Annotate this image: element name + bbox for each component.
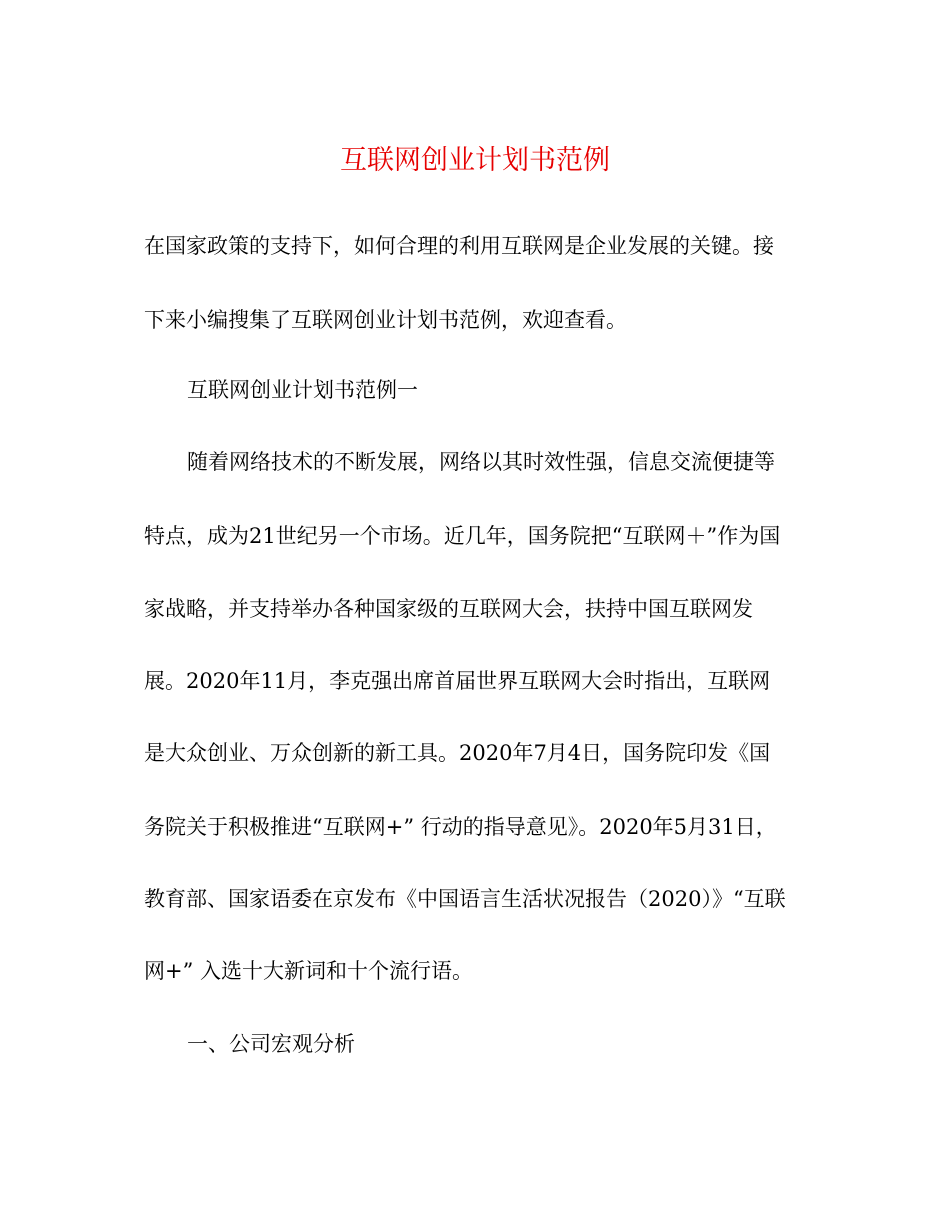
paragraph-line: 展。2020年11月，李克强出席首届世界互联网大会时指出，互联网 [144, 669, 771, 693]
paragraph-line: 网+” 入选十大新词和十个流行语。 [144, 959, 474, 983]
paragraph-line: 家战略，并支持举办各种国家级的互联网大会，扶持中国互联网发 [144, 597, 753, 621]
paragraph-line: 是大众创业、万众创新的新工具。2020年7月4日，国务院印发《国 [144, 741, 771, 765]
section-heading: 互联网创业计划书范例一 [187, 378, 418, 402]
paragraph-line: 随着网络技术的不断发展，网络以其时效性强，信息交流便捷等 [187, 450, 775, 474]
paragraph-line: 务院关于积极推进“互联网+” 行动的指导意见》。2020年5月31日， [144, 815, 777, 839]
paragraph-line: 下来小编搜集了互联网创业计划书范例，欢迎查看。 [144, 308, 627, 332]
paragraph-line: 教育部、国家语委在京发布《中国语言生活状况报告（2020）》“互联 [144, 887, 786, 911]
paragraph-line: 特点，成为21世纪另一个市场。近几年，国务院把“互联网＋”作为国 [144, 524, 781, 548]
section-heading: 一、公司宏观分析 [187, 1032, 355, 1056]
document-title: 互联网创业计划书范例 [340, 145, 610, 176]
paragraph-line: 在国家政策的支持下，如何合理的利用互联网是企业发展的关键。接 [144, 234, 774, 258]
